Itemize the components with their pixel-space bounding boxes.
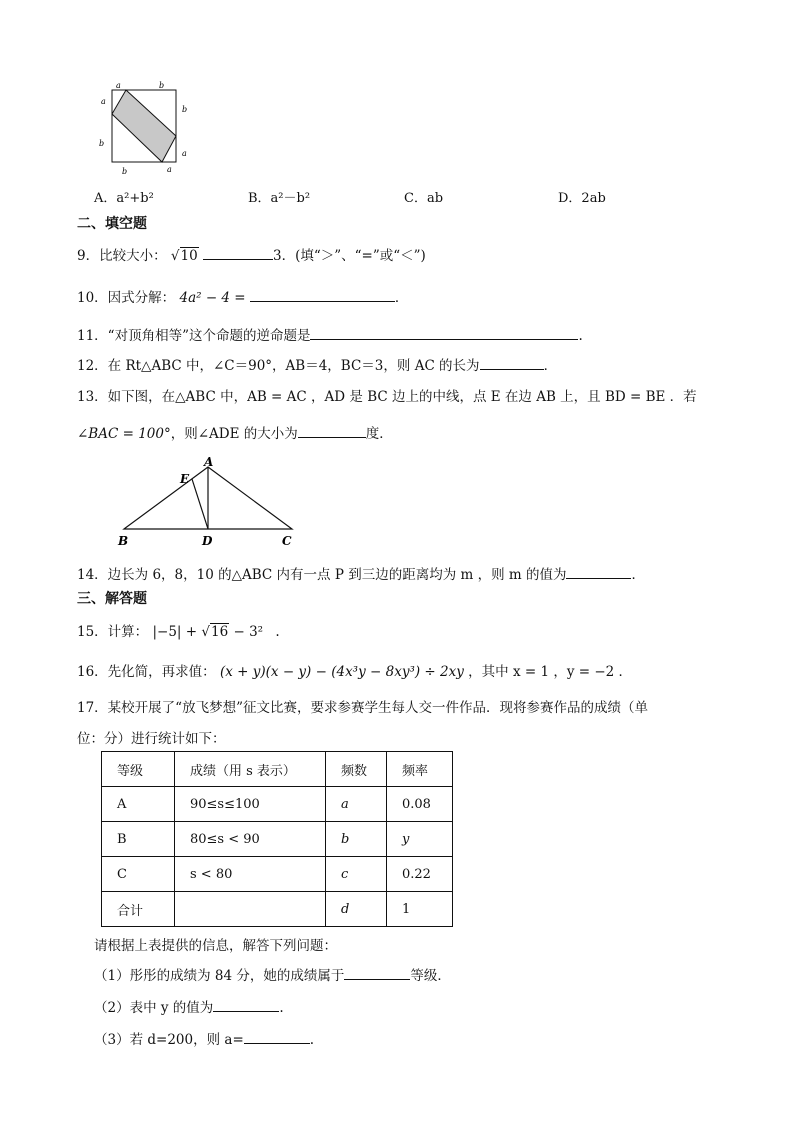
option-c: C．ab (404, 191, 444, 206)
label-bottom-b: b (122, 167, 128, 176)
option-d: D．2ab (558, 191, 606, 206)
option-a: A．a²+b² (94, 191, 154, 206)
sqrt-10: 10 (180, 248, 198, 264)
table-header: 成绩（用 s 表示） (175, 752, 326, 787)
table-cell: 1 (387, 892, 453, 927)
question-17-sub2: （2）表中 y 的值为 . (94, 996, 284, 1016)
answer-blank-11 (310, 325, 578, 340)
question-13-line1: 13．如下图，在△ABC 中，AB = AC ，AD 是 BC 边上的中线，点 E 在边 AB 上，且 BD = BE ．若 (77, 389, 697, 405)
question-17-intro: 请根据上表提供的信息，解答下列问题： (94, 938, 337, 954)
table-cell: b (326, 822, 387, 857)
question-16: 16．先化简，再求值： (x + y)(x − y) − (4x³y − 8xy³) ÷ 2xy ，其中 x = 1 ，y = −2 ． (77, 664, 633, 680)
table-cell: a (326, 787, 387, 822)
triangle-figure (112, 455, 302, 550)
score-table (101, 751, 453, 927)
point-d: D (202, 534, 213, 548)
question-17-line2: 位：分）进行统计如下： (77, 731, 226, 747)
label-bottom-a: a (167, 165, 172, 174)
table-header: 频数 (326, 752, 387, 787)
answer-blank-12 (480, 355, 544, 370)
label-left-b: b (99, 139, 105, 148)
point-e: E (180, 472, 190, 486)
label-top-a: a (116, 81, 121, 90)
point-a: A (204, 455, 214, 469)
label-left-a: a (101, 97, 106, 106)
question-10: 10．因式分解： 4a² − 4 = ． (77, 286, 408, 306)
table-cell: 0.22 (387, 857, 453, 892)
table-cell: 90≤s≤100 (175, 787, 326, 822)
table-row (102, 787, 453, 822)
sqrt-16: 16 (211, 624, 229, 640)
question-13-line2: ∠BAC = 100°，则∠ADE 的大小为 度． (77, 422, 393, 442)
label-top-b: b (159, 81, 165, 90)
question-15: 15．计算： |−5| + √16 − 3² . (77, 624, 280, 640)
table-row (102, 857, 453, 892)
table-header: 频率 (387, 752, 453, 787)
section-fill-in: 二、填空题 (77, 216, 147, 232)
option-b: B．a²－b² (248, 191, 311, 206)
square-figure (94, 80, 194, 178)
answer-blank-9 (203, 245, 273, 260)
label-right-b: b (182, 105, 188, 114)
question-17-sub1: （1）彤彤的成绩为 84 分，她的成绩属于 等级． (94, 964, 451, 984)
question-17-line1: 17．某校开展了“放飞梦想”征文比赛，要求参赛学生每人交一件作品．现将参赛作品的成绩（单 (77, 700, 648, 716)
table-header-row (102, 752, 453, 787)
table-cell: c (326, 857, 387, 892)
table-row (102, 822, 453, 857)
label-right-a: a (182, 149, 187, 158)
question-12: 12．在 Rt△ABC 中，∠C＝90°，AB＝4，BC＝3，则 AC 的长为 ． (77, 354, 557, 374)
table-cell: A (102, 787, 175, 822)
shaded-rectangle (112, 90, 176, 162)
section-solve: 三、解答题 (77, 591, 147, 607)
table-cell: B (102, 822, 175, 857)
question-17-sub3: （3）若 d=200，则 a= . (94, 1028, 314, 1048)
table-cell: 80≤s < 90 (175, 822, 326, 857)
table-cell: d (326, 892, 387, 927)
point-c: C (282, 534, 292, 548)
question-14: 14．边长为 6，8，10 的△ABC 内有一点 P 到三边的距离均为 m ，则 m 的值为 ． (77, 563, 645, 583)
question-11: 11．“对顶角相等”这个命题的逆命题是 . (77, 324, 583, 344)
table-row (102, 892, 453, 927)
point-b: B (118, 534, 129, 548)
answer-blank-13 (298, 423, 366, 438)
answer-blank-17-2 (213, 997, 279, 1012)
table-cell: 合计 (102, 892, 175, 927)
table-cell: C (102, 857, 175, 892)
answer-blank-17-1 (344, 965, 410, 980)
answer-blank-10 (250, 287, 395, 302)
table-cell: s < 80 (175, 857, 326, 892)
table-header: 等级 (102, 752, 175, 787)
question-9: 9．比较大小： √10 3．(填“＞”、“=”或“＜”) (77, 244, 426, 264)
answer-blank-14 (566, 564, 631, 579)
table-cell (175, 892, 326, 927)
table-cell: y (387, 822, 453, 857)
table-cell: 0.08 (387, 787, 453, 822)
answer-blank-17-3 (244, 1029, 310, 1044)
